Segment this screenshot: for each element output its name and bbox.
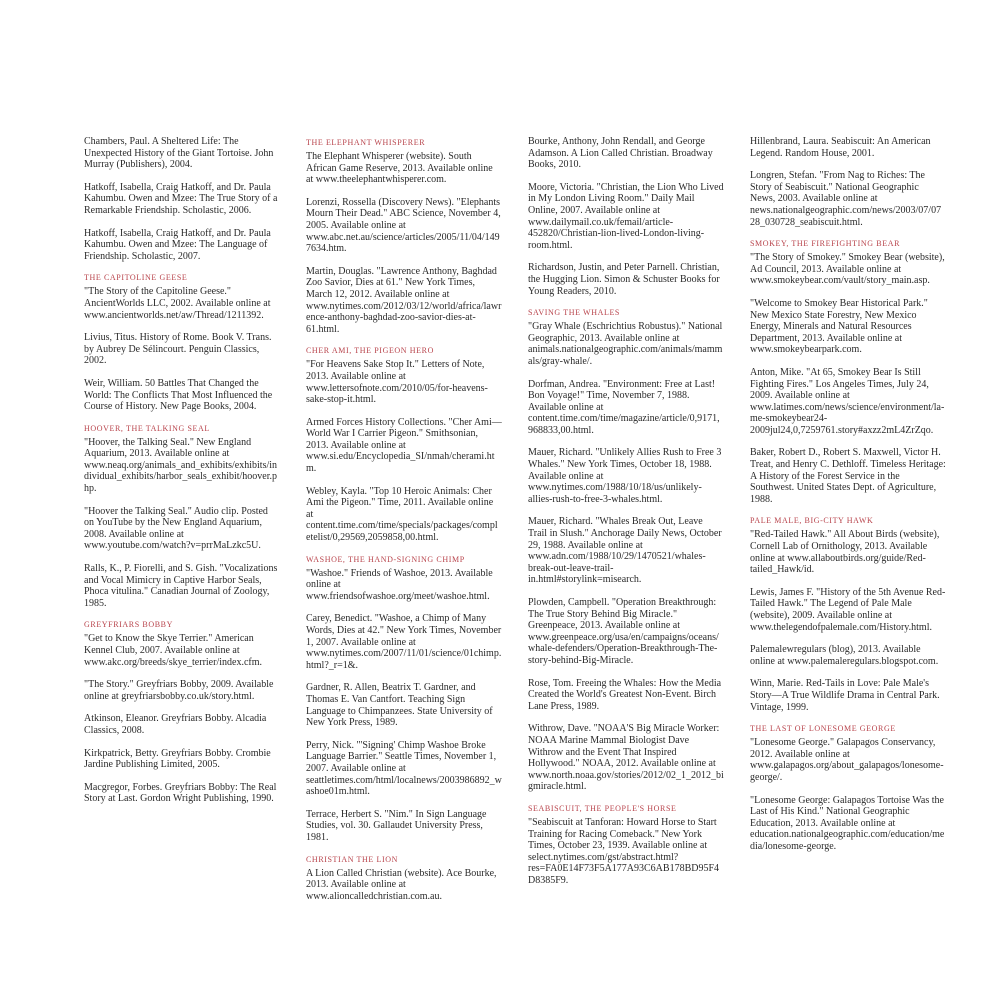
bibliography-entry: Ralls, K., P. Fiorelli, and S. Gish. "Vocalizations and Vocal Mimicry in Captive Harbor Seals, Phoca vitulina." Canadian Journal of Zoology, 1985. [84,563,278,609]
bibliography-column [528,136,724,913]
section-heading: CHRISTIAN THE LION [306,854,398,864]
bibliography-entry: Richardson, Justin, and Peter Parnell. Christian, the Hugging Lion. Simon & Schuster Books for Young Readers, 2010. [528,262,720,297]
bibliography-entry: Macgregor, Forbes. Greyfriars Bobby: The Real Story at Last. Gordon Wright Publishing, 1990. [84,781,277,805]
bibliography-column [750,136,946,913]
bibliography-entry: Gardner, R. Allen, Beatrix T. Gardner, and Thomas E. Van Cantfort. Teaching Sign Language to Chimpanzees. State University of New York Press, 1989. [306,682,493,729]
bibliography-entry: "Hoover the Talking Seal." Audio clip. Posted on YouTube by the New England Aquarium, 2008. Available online at www.youtube.com/watch?v=prrMaLzkc5U. [84,505,268,552]
bibliography-entry: Hatkoff, Isabella, Craig Hatkoff, and Dr. Paula Kahumbu. Owen and Mzee: The True Story of a Remarkable Friendship. Scholastic, 2006. [84,181,278,216]
bibliography-entry: Lorenzi, Rossella (Discovery News). "Elephants Mourn Their Dead." ABC Science, November 4, 2005. Available online at www.abc.net.au/science/articles/2005/11/04/1497634.htm. [306,196,501,255]
bibliography-column [84,136,280,913]
bibliography-entry: Anton, Mike. "At 65, Smokey Bear Is Still Fighting Fires." Los Angeles Times, July 24, 2009. Available online at www.latimes.com/news/science/environment/la-me-smokeybear24-2009jul24,0,7259761.story#axzz2mL4ZrZqo. [750,366,945,436]
bibliography-entry: "The Story of the Capitoline Geese." AncientWorlds LLC, 2002. Available online at www.ancientworlds.net/aw/Thread/1211392. [84,286,271,321]
bibliography-entry: Lewis, James F. "History of the 5th Avenue Red-Tailed Hawk." The Legend of Pale Male (website), 2009. Available online at www.thelegendofpalemale.com/History.html. [750,586,946,633]
bibliography-section [306,555,502,844]
bibliography-entry: Livius, Titus. History of Rome. Book V. Trans. by Aubrey De Sélincourt. Penguin Classics, 2002. [84,332,272,367]
bibliography-section [84,620,280,805]
bibliography-section [528,308,724,793]
section-heading: CHER AMI, THE PIGEON HERO [306,346,434,356]
section-heading: THE CAPITOLINE GEESE [84,273,188,283]
bibliography-entry: "The Story." Greyfriars Bobby, 2009. Available online at greyfriarsbobby.co.uk/story.html. [84,679,274,702]
bibliography-entry: Armed Forces History Collections. "Cher Ami—World War I Carrier Pigeon." Smithsonian, 2013. Available online at www.si.edu/Encyclopedia_SI/nmah/cherami.htm. [306,416,502,475]
bibliography-entry: Plowden, Campbell. "Operation Breakthrough: The True Story Behind Big Miracle." Greenpeace, 2013. Available online at www.greenpeace.org/usa/en/campaigns/oceans/whale-defenders/Operation-Breakthrough-The-story-behind-Big-Miracle. [528,597,719,666]
bibliography-entry: "Lonesome George." Galapagos Conservancy, 2012. Available online at www.galapagos.org/about_galapagos/lonesome-george/. [750,737,944,783]
section-heading: SMOKEY, THE FIREFIGHTING BEAR [750,239,901,249]
bibliography-section [750,724,946,852]
bibliography-section [84,273,280,412]
bibliography-section [528,136,724,297]
bibliography-entry: "Hoover, the Talking Seal." New England Aquarium, 2013. Available online at www.neaq.org/animals_and_exhibits/exhibits/individual_exhibits/harbor_seals_exhibit/hoover.php. [84,436,278,495]
bibliography-entry: Palemalewregulars (blog), 2013. Available online at www.palemaleregulars.blogspot.com. [750,644,939,667]
bibliography-section [84,136,280,262]
bibliography-entry: Hillenbrand, Laura. Seabiscuit: An American Legend. Random House, 2001. [750,136,931,159]
bibliography-entry: "Lonesome George: Galapagos Tortoise Was the Last of His Kind." National Geographic Education, 2013. Available online at education.nationalgeographic.com/education/media/lonesome-george. [750,794,945,852]
bibliography-entry: Winn, Marie. Red-Tails in Love: Pale Male's Story—A True Wildlife Drama in Central Park. Vintage, 1999. [750,678,940,713]
bibliography-entry: Mauer, Richard. "Unlikely Allies Rush to Free 3 Whales." New York Times, October 18, 1988. Available online at www.nytimes.com/1988/10/18/us/unlikely-allies-rush-to-free-3-whales.html. [528,447,722,505]
bibliography-entry: Longren, Stefan. "From Nag to Riches: The Story of Seabiscuit." National Geographic News, 2003. Available online at news.nationalgeographic.com/news/2003/07/0728_030728_seabiscuit.html. [750,170,942,228]
bibliography-entry: "For Heavens Sake Stop It." Letters of Note, 2013. Available online at www.lettersofnote.com/2010/05/for-heavens-sake-stop-it.html. [306,359,488,406]
bibliography-entry: Martin, Douglas. "Lawrence Anthony, Baghdad Zoo Savior, Dies at 61." New York Times, March 12, 2012. Available online at www.nytimes.com/2012/03/12/world/africa/lawrence-anthony-baghdad-zoo-savior-dies-at-61.html. [306,265,502,335]
bibliography-entry: Rose, Tom. Freeing the Whales: How the Media Created the World's Greatest Non-Event. Birch Lane Press, 1989. [528,677,722,712]
bibliography-entry: Baker, Robert D., Robert S. Maxwell, Victor H. Treat, and Henry C. Dethloff. Timeless Heritage: A History of the Forest Service in the Southwest. United States Dept. of Agriculture, 1988. [750,447,946,505]
section-heading: HOOVER, THE TALKING SEAL [84,423,210,433]
bibliography-section [750,239,946,505]
bibliography-entry: Hatkoff, Isabella, Craig Hatkoff, and Dr. Paula Kahumbu. Owen and Mzee: The Language of Friendship. Scholastic, 2007. [84,227,271,262]
bibliography-entry: "Red-Tailed Hawk." All About Birds (website), Cornell Lab of Ornithology, 2013. Available online at www.allaboutbirds.org/guide/Red-tailed_Hawk/id. [750,529,940,576]
bibliography-column [306,136,502,913]
bibliography-entry: Atkinson, Eleanor. Greyfriars Bobby. Alcadia Classics, 2008. [84,713,267,736]
bibliography-entry: Webley, Kayla. "Top 10 Heroic Animals: Cher Ami the Pigeon." Time, 2011. Available online at content.time.com/time/specials/packages/completelist/0,29569,2059858,00.html. [306,485,498,544]
bibliography-section [750,136,946,228]
bibliography-section [750,516,946,713]
bibliography-entry: Terrace, Herbert S. "Nim." In Sign Language Studies, vol. 30. Gallaudet University Press, 1981. [306,808,487,843]
section-heading: THE LAST OF LONESOME GEORGE [750,724,896,734]
bibliography-entry: Chambers, Paul. A Sheltered Life: The Unexpected History of the Giant Tortoise. John Murray (Publishers), 2004. [84,136,274,171]
bibliography-entry: "The Story of Smokey." Smokey Bear (website), Ad Council, 2013. Available online at www.smokeybear.com/vault/story_main.asp. [750,252,945,287]
section-heading: WASHOE, THE HAND-SIGNING CHIMP [306,554,465,564]
bibliography-entry: Dorfman, Andrea. "Environment: Free at Last! Bon Voyage!" Time, November 7, 1988. Available online at content.time.com/time/magazine/article/0,9171,968833,00.html. [528,378,720,436]
section-heading: GREYFRIARS BOBBY [84,620,173,630]
section-heading: SAVING THE WHALES [528,308,620,318]
bibliography-entry: Mauer, Richard. "Whales Break Out, Leave Trail in Slush." Anchorage Daily News, October 29, 1988. Available online at www.adn.com/1988/10/29/1470521/whales-break-out-leave-trail-in.html#storylink=misearch. [528,516,722,586]
bibliography-entry: A Lion Called Christian (website). Ace Bourke, 2013. Available online at www.alioncalledchristian.com.au. [306,867,497,902]
bibliography-entry: "Seabiscuit at Tanforan: Howard Horse to Start Training for Racing Comeback." New York Times, October 23, 1939. Available online at select.nytimes.com/gst/abstract.html?res=FA0E14F73F5A177A93C6AB178BD95F4D8385F9. [528,816,720,886]
bibliography-entry: Carey, Benedict. "Washoe, a Chimp of Many Words, Dies at 42." New York Times, November 1, 2007. Available online at www.nytimes.com/2007/11/01/science/01chimp.html?_r=1&. [306,613,502,671]
bibliography-entry: "Welcome to Smokey Bear Historical Park." New Mexico State Forestry, New Mexico Energy, Minerals and Natural Resources Department, 2013. Available online at www.smokeybearpark.com. [750,297,928,356]
bibliography-section [306,346,502,543]
bibliography-entry: Bourke, Anthony, John Rendall, and George Adamson. A Lion Called Christian. Broadway Books, 2010. [528,136,713,171]
bibliography-section [84,424,280,610]
bibliography-entry: "Washoe." Friends of Washoe, 2013. Available online at www.friendsofwashoe.org/meet/washoe.html. [306,567,493,602]
bibliography-entry: "Get to Know the Skye Terrier." American Kennel Club, 2007. Available online at www.akc.org/breeds/skye_terrier/index.cfm. [84,633,262,668]
bibliography-columns [84,136,944,913]
bibliography-entry: Kirkpatrick, Betty. Greyfriars Bobby. Crombie Jardine Publishing Limited, 2005. [84,747,271,771]
bibliography-entry: Perry, Nick. "'Signing' Chimp Washoe Broke Language Barrier." Seattle Times, November 1, 2007. Available online at seattletimes.com/html/localnews/2003986892_washoe01m.html. [306,739,502,798]
bibliography-section [306,855,502,903]
bibliography-entry: Withrow, Dave. "NOAA'S Big Miracle Worker: NOAA Marine Mammal Biologist Dave Withrow and the Event That Inspired Hollywood." NOAA, 2012. Available online at www.north.noaa.gov/stories/2012/02_1_2012_bigmiracle.html. [528,723,724,793]
section-heading: PALE MALE, BIG-CITY HAWK [750,516,874,526]
bibliography-section [306,138,502,335]
bibliography-section [528,804,724,887]
bibliography-entry: The Elephant Whisperer (website). South African Game Reserve, 2013. Available online at www.theelephantwhisperer.com. [306,151,493,186]
section-heading: THE ELEPHANT WHISPERER [306,138,426,147]
bibliography-entry: Weir, William. 50 Battles That Changed the World: The Conflicts That Most Influenced the Course of History. New Page Books, 2004. [84,377,273,413]
bibliography-entry: "Gray Whale (Eschrichtius Robustus)." National Geographic, 2013. Available online at animals.nationalgeographic.com/animals/mammals/gray-whale/. [528,321,723,367]
section-heading: SEABISCUIT, THE PEOPLE'S HORSE [528,803,677,813]
bibliography-entry: Moore, Victoria. "Christian, the Lion Who Lived in My London Living Room." Daily Mail Online, 2007. Available online at www.dailymail.co.uk/femail/article-452820/Christian-lion-lived-London-living-room.html. [528,181,724,251]
